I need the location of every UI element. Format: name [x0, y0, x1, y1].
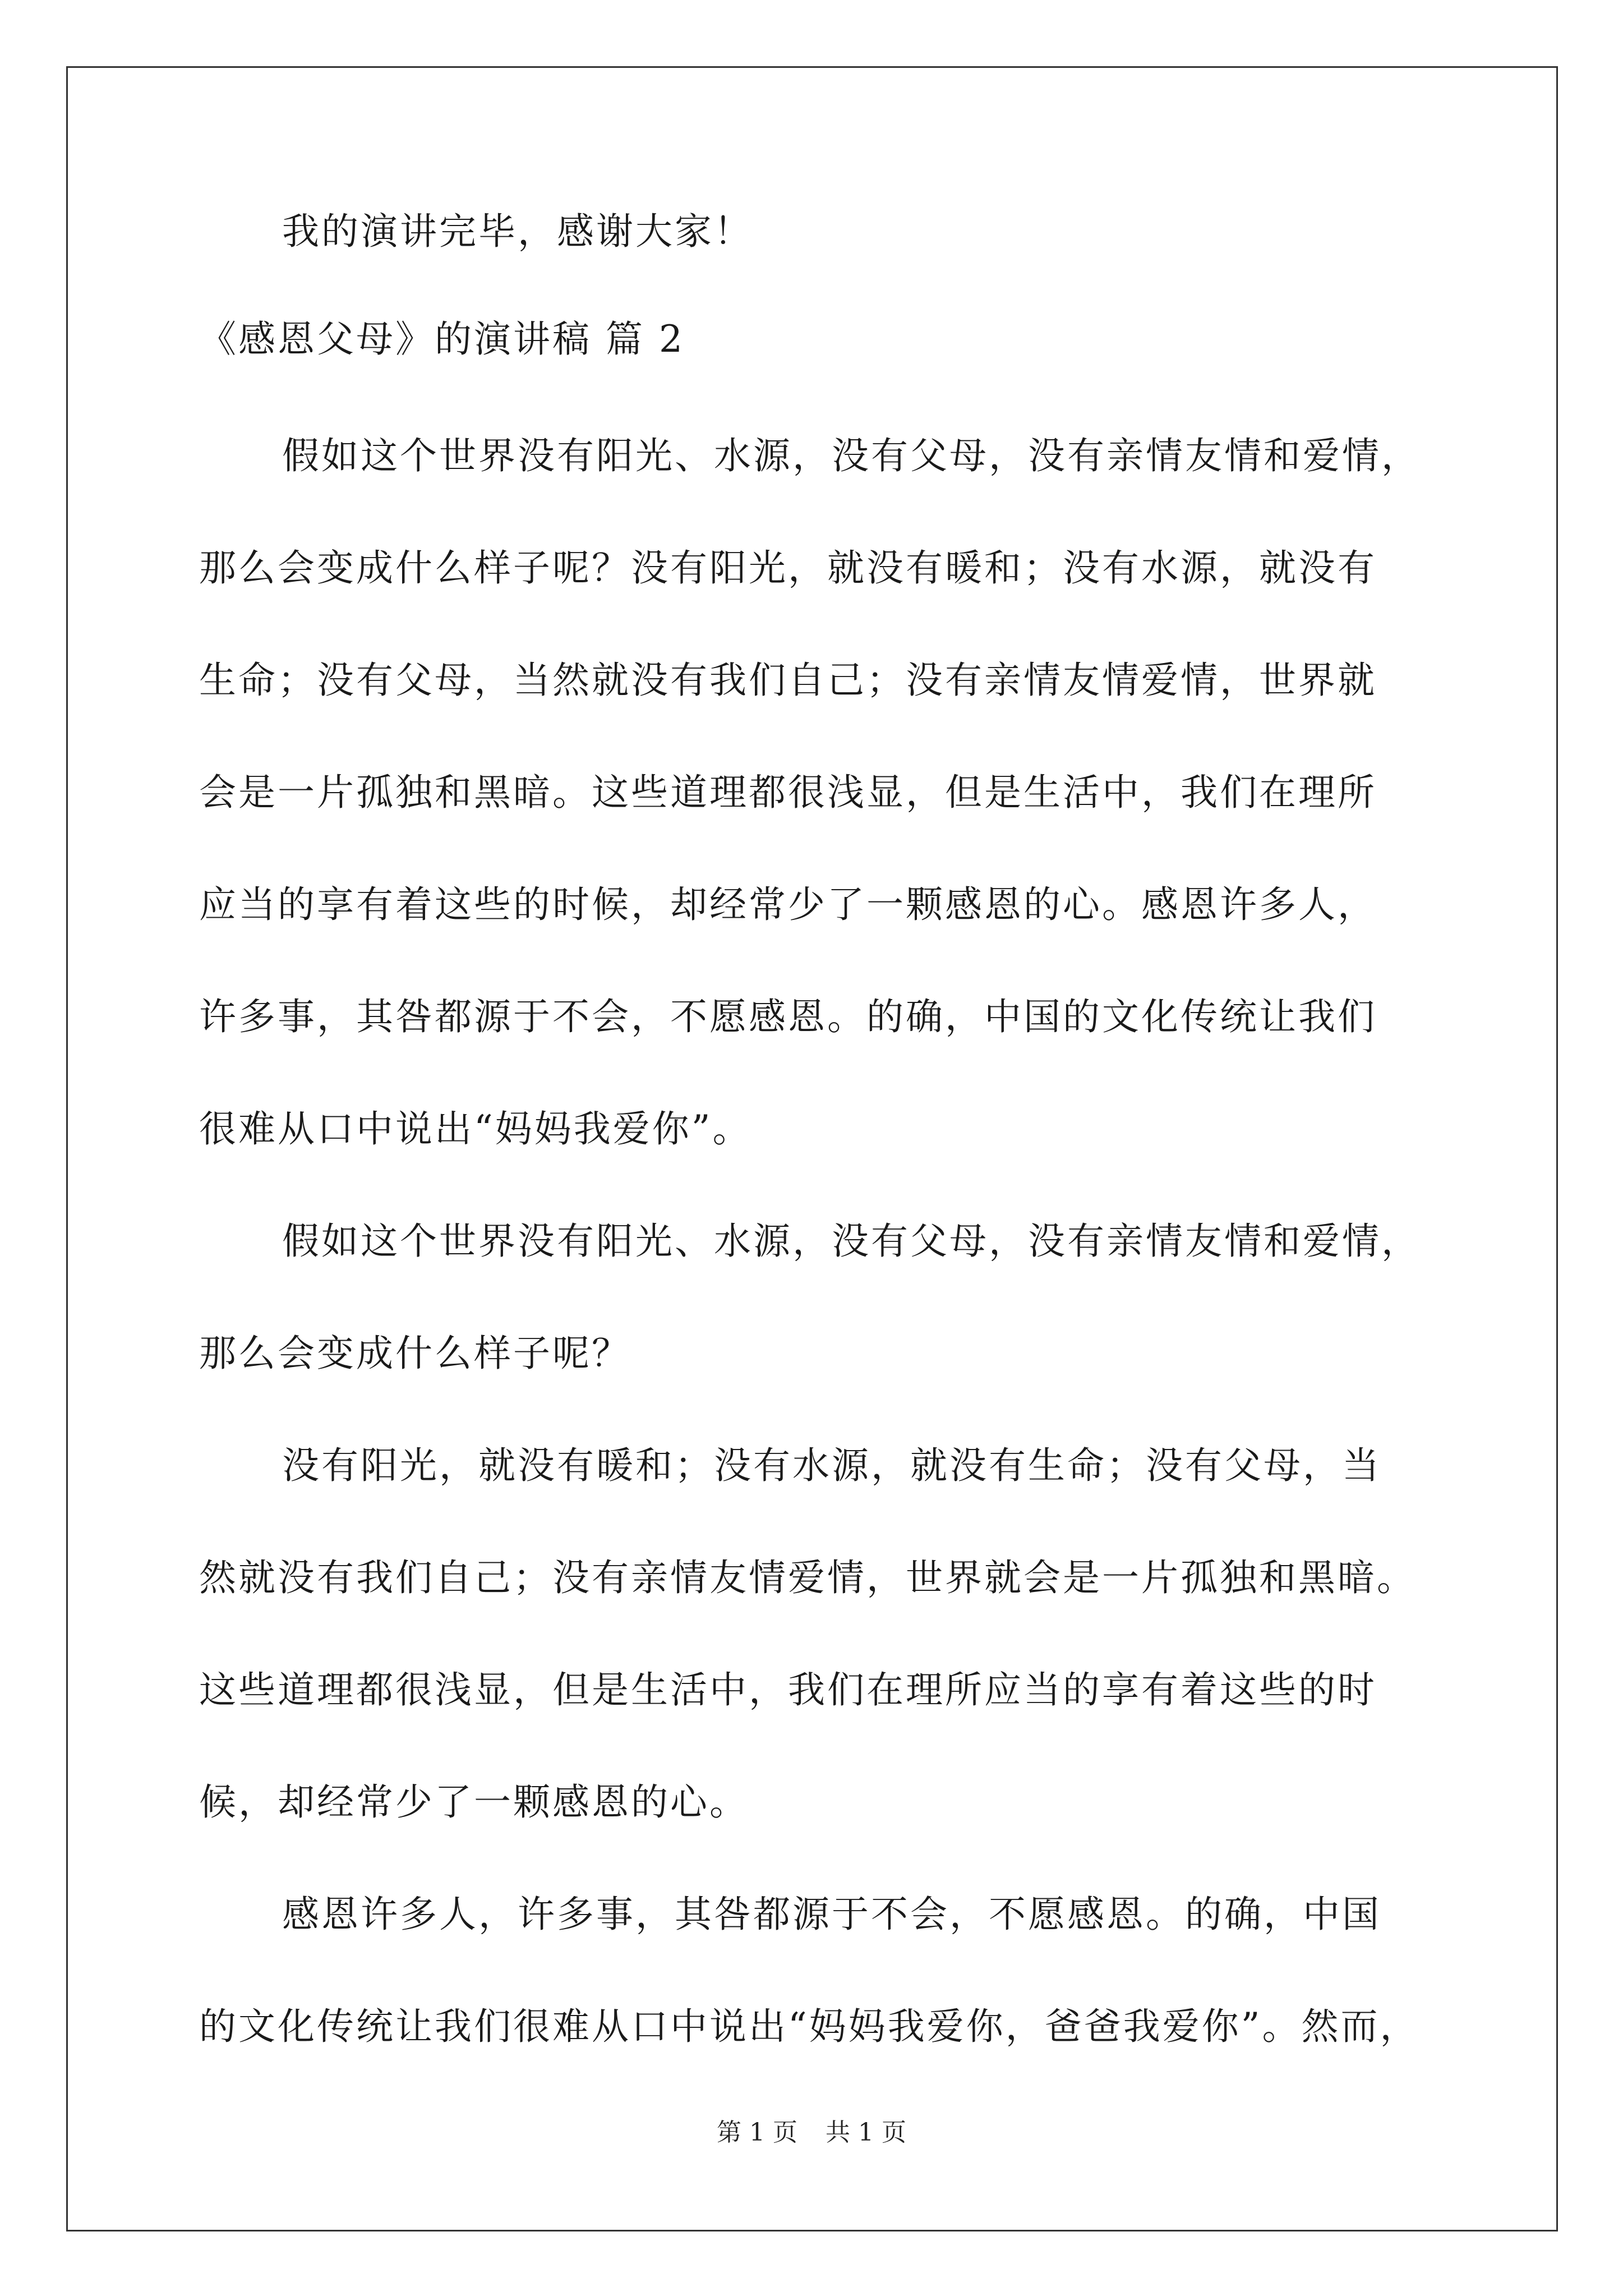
paragraph-1-line-7: 很难从口中说出“妈妈我爱你”。: [199, 1107, 752, 1151]
paragraph-3-line-4: 候，却经常少了一颗感恩的心。: [199, 1780, 749, 1824]
closing-line: 我的演讲完毕，感谢大家！: [282, 210, 753, 253]
paragraph-2-line-1: 假如这个世界没有阳光、水源，没有父母，没有亲情友情和爱情，: [282, 1220, 1421, 1263]
paragraph-4-line-1: 感恩许多人，许多事，其咎都源于不会，不愿感恩。的确，中国: [282, 1893, 1381, 1936]
paragraph-1-line-1: 假如这个世界没有阳光、水源，没有父母，没有亲情友情和爱情，: [282, 434, 1421, 477]
page-number-current: 第 1 页: [717, 2118, 797, 2147]
paragraph-3-line-3: 这些道理都很浅显，但是生活中，我们在理所应当的享有着这些的时: [199, 1668, 1377, 1711]
page-footer: [0, 2112, 1623, 2148]
paragraph-1-line-3: 生命；没有父母，当然就没有我们自己；没有亲情友情爱情，世界就: [199, 659, 1377, 702]
paragraph-1-line-6: 许多事，其咎都源于不会，不愿感恩。的确，中国的文化传统让我们: [199, 995, 1377, 1038]
paragraph-1-line-4: 会是一片孤独和黑暗。这些道理都很浅显，但是生活中，我们在理所: [199, 771, 1377, 814]
paragraph-3-line-1: 没有阳光，就没有暖和；没有水源，就没有生命；没有父母，当: [282, 1444, 1381, 1487]
page-number-total: 共 1 页: [826, 2118, 906, 2147]
paragraph-4-line-2: 的文化传统让我们很难从口中说出“妈妈我爱你，爸爸我爱你”。然而，: [199, 2005, 1419, 2048]
paragraph-1-line-5: 应当的享有着这些的时候，却经常少了一颗感恩的心。感恩许多人，: [199, 883, 1377, 926]
paragraph-3-line-2: 然就没有我们自己；没有亲情友情爱情，世界就会是一片孤独和黑暗。: [199, 1556, 1416, 1599]
paragraph-2-line-2: 那么会变成什么样子呢？: [199, 1332, 631, 1375]
section-heading: 《感恩父母》的演讲稿 篇 2: [199, 318, 685, 361]
paragraph-1-line-2: 那么会变成什么样子呢？没有阳光，就没有暖和；没有水源，就没有: [199, 546, 1377, 590]
